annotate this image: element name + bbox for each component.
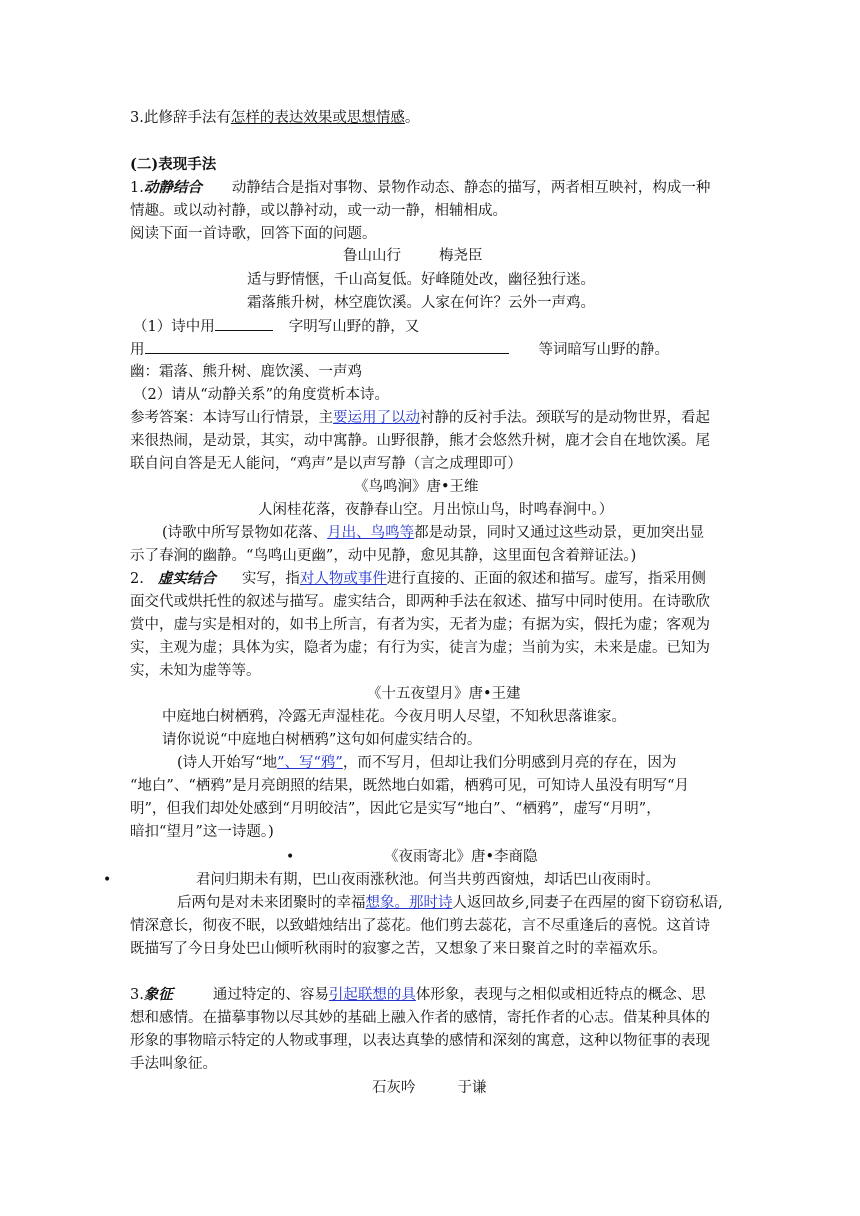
term-virtual-real: 2. 虚实结合 实写，指对人物或事件进行直接的、正面的叙述和描写。虚写，指采用侧 bbox=[130, 570, 706, 587]
inline-link[interactable]: ”、写“鸦” bbox=[277, 755, 343, 771]
text-line: 联自问自答是无人能问，“鸡声”是以声写静（言之成理即可） bbox=[130, 456, 522, 472]
poem-line: 君问归期未有期，巴山夜雨涨秋池。何当共剪西窗烛，却话巴山夜雨时。 bbox=[196, 872, 660, 888]
poem-line: 中庭地白树栖鸦，冷露无声湿桂花。今夜月明人尽望，不知秋思落谁家。 bbox=[162, 709, 626, 725]
inline-link[interactable]: 想象。那时诗 bbox=[365, 895, 453, 911]
section-heading: (二)表现手法 bbox=[130, 156, 217, 173]
text-line: 既描写了今日身处巴山倾听秋雨时的寂寥之苦，又想象了来日聚首之时的幸福欢乐。 bbox=[130, 941, 667, 957]
question-1: （1）诗中用 字明写山野的静，又 bbox=[133, 316, 419, 337]
text-line: 形象的事物暗示特定的人物或事理，以表达真挚的感情和深刻的寓意，这种以物征事的表现 bbox=[130, 1033, 710, 1049]
term-dynamic-static: 1.动静结合 动静结合是指对事物、景物作动态、静态的描写，两者相互映衬，构成一种 bbox=[130, 179, 711, 196]
reference-answer: 参考答案：本诗写山行情景，主要运用了以动衬静的反衬手法。颈联写的是动物世界，看起 bbox=[130, 410, 710, 426]
text-line: 实，主观为虚；具体为实，隐者为虚；有行为实，徒言为虚；当前为实，未来是虚。已知为 bbox=[130, 640, 710, 656]
poem-title: 鲁山山行 梅尧臣 bbox=[343, 248, 483, 264]
answer-blank[interactable] bbox=[215, 316, 273, 331]
text-line: 明”，但我们却处处感到“月明皎洁”，因此它是实写“地白”、“栖鸦”，虚写“月明”， bbox=[130, 801, 661, 817]
text-line: “地白”、“栖鸦”是月亮朗照的结果，既然地白如霜，栖鸦可见，可知诗人虽没有明写“月 bbox=[130, 778, 690, 794]
answer-blank[interactable] bbox=[145, 339, 509, 354]
text-line: 想和感情。在描摹事物以尽其妙的基础上融入作者的感情，寄托作者的心志。借某种具体的 bbox=[130, 1010, 710, 1026]
poem-line: 人闲桂花落，夜静春山空。月出惊山鸟，时鸣春涧中。） bbox=[258, 502, 614, 518]
answer-line: 幽：霜落、熊升树、鹿饮溪、一声鸡 bbox=[130, 364, 362, 380]
inline-link[interactable]: 月出、鸟鸣等 bbox=[327, 525, 415, 541]
inline-link[interactable]: 引起联想的具 bbox=[328, 987, 416, 1003]
text-line: 手法叫象征。 bbox=[130, 1056, 217, 1072]
poem-title: 《鸟鸣涧》唐•王维 bbox=[354, 479, 479, 495]
poem-title: 《夜雨寄北》唐•李商隐 bbox=[384, 849, 538, 865]
poem-line: 霜落熊升树，林空鹿饮溪。人家在何许？云外一声鸡。 bbox=[247, 295, 595, 311]
poem-line: 适与野情惬，千山高复低。好峰随处改，幽径独行迷。 bbox=[247, 272, 595, 288]
inline-link[interactable]: 要运用了以动 bbox=[333, 410, 420, 426]
commentary-line: (诗人开始写“地”、写“鸦”，而不写月，但却让我们分明感到月亮的存在，因为 bbox=[177, 755, 677, 771]
poem-title: 石灰吟 于谦 bbox=[372, 1080, 487, 1096]
paragraph-rhetoric-effect: 3.此修辞手法有怎样的表达效果或思想情感。 bbox=[130, 110, 420, 126]
question-line: 请你说说“中庭地白树栖鸦”这句如何虚实结合的。 bbox=[162, 732, 482, 748]
text-line: 示了春涧的幽静。“鸟鸣山更幽”，动中见静，愈见其静，这里面包含着辩证法。) bbox=[130, 548, 637, 564]
commentary-line: 后两句是对未来团聚时的幸福想象。那时诗人返回故乡,同妻子在西屋的窗下窃窃私语, bbox=[177, 895, 723, 911]
question-1-cont: 用 等词暗写山野的静。 bbox=[130, 339, 669, 360]
term-symbolism: 3.象征 通过特定的、容易引起联想的具体形象，表现与之相似或相近特点的概念、思 bbox=[130, 986, 706, 1003]
text-line: 实，未知为虚等等。 bbox=[130, 663, 261, 679]
poem-title: 《十五夜望月》唐•王建 bbox=[367, 686, 521, 702]
commentary-line: (诗歌中所写景物如花落、月出、鸟鸣等都是动景，同时又通过这些动景，更加突出显 bbox=[162, 525, 705, 541]
text-line: 情趣。或以动衬静，或以静衬动，或一动一静，相辅相成。 bbox=[130, 203, 507, 219]
text-line: 来很热闹，是动景，其实，动中寓静。山野很静，熊才会悠然升树，鹿才会自在地饮溪。尾 bbox=[130, 433, 710, 449]
inline-link[interactable]: 对人物或事件 bbox=[299, 571, 387, 587]
text-line: 情深意长，彻夜不眠，以致蜡烛结出了蕊花。他们剪去蕊花，言不尽重逢后的喜悦。这首诗 bbox=[130, 918, 710, 934]
text-line: 阅读下面一首诗歌，回答下面的问题。 bbox=[130, 226, 377, 242]
question-2: （2）请从“动静关系”的角度赏析本诗。 bbox=[133, 387, 390, 403]
bullet-marker: • bbox=[103, 872, 112, 888]
text-line: 暗扣“望月”这一诗题。) bbox=[130, 824, 274, 840]
text-line: 赏中，虚与实是相对的，如书上所言，有者为实，无者为虚；有据为实，假托为虚；客观为 bbox=[130, 617, 710, 633]
bullet-marker: • bbox=[286, 849, 295, 865]
text-line: 面交代或烘托性的叙述与描写。虚实结合，即两种手法在叙述、描写中同时使用。在诗歌欣 bbox=[130, 594, 710, 610]
